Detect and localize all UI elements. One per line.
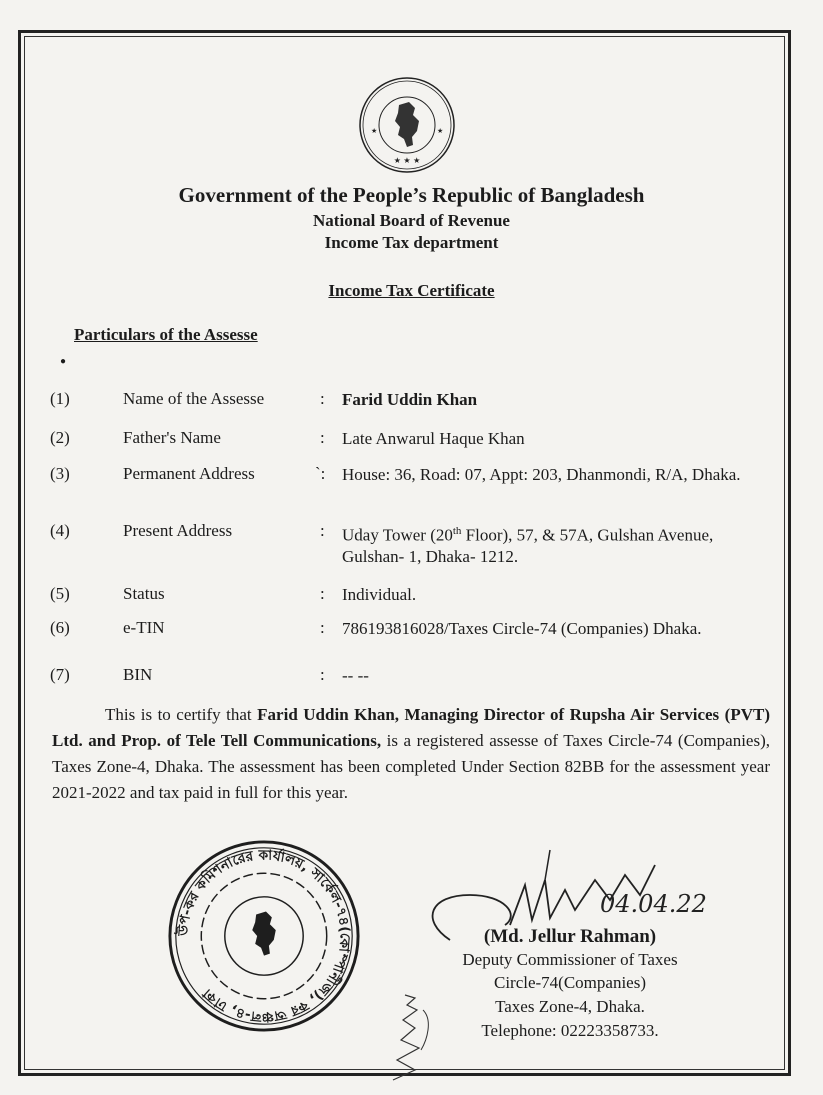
field-number: (5) bbox=[50, 584, 70, 603]
field-label: Present Address bbox=[123, 521, 233, 540]
field-number: (6) bbox=[50, 618, 70, 637]
field-colon: : bbox=[320, 618, 325, 637]
office-seal bbox=[166, 838, 362, 1034]
field-number: (7) bbox=[50, 665, 70, 684]
signatory-zone: Taxes Zone-4, Dhaka. bbox=[495, 997, 645, 1016]
field-number: (1) bbox=[50, 389, 70, 408]
field-label: Name of the Assesse bbox=[123, 389, 265, 408]
field-label: e-TIN bbox=[123, 618, 165, 637]
svg-text:★ ★ ★: ★ ★ ★ bbox=[393, 156, 421, 165]
field-colon: : bbox=[320, 665, 325, 684]
field-colon: : bbox=[320, 584, 325, 603]
status-value: Individual. bbox=[342, 585, 417, 604]
certification-paragraph: This is to certify that Farid Uddin Khan, Managing Director of Rupsha Air Services (PVT) Ltd. and Prop. of Tele Tell Communications, is a registered assesse of Taxes Circle-74 (Companies), Taxes Zone-4, Dhaka. The assessment has been completed Under Section 82BB for the assessment year 2021-2022 and tax paid in full for this year. bbox=[52, 705, 770, 802]
certificate-title: Income Tax Certificate bbox=[328, 281, 495, 300]
government-emblem bbox=[357, 75, 457, 175]
field-colon: : bbox=[320, 521, 325, 540]
present-address-value: Uday Tower (20th Floor), 57, & 57A, Gulshan Avenue, Gulshan- 1, Dhaka- 1212. bbox=[342, 525, 714, 566]
department-title: Income Tax department bbox=[324, 233, 499, 252]
bullet-dot: ● bbox=[60, 356, 67, 367]
etin-value: 786193816028/Taxes Circle-74 (Companies) Dhaka. bbox=[342, 619, 702, 638]
certified-entity: Farid Uddin Khan, Managing Director of Rupsha Air Services (PVT) Ltd. and Prop. of Tele Tell Communications, bbox=[52, 705, 770, 750]
field-label: Permanent Address bbox=[123, 464, 255, 483]
initials-mark bbox=[385, 990, 440, 1085]
field-number: (4) bbox=[50, 521, 70, 540]
signatory-designation: Deputy Commissioner of Taxes bbox=[462, 950, 678, 969]
particulars-heading: Particulars of the Assesse bbox=[74, 325, 258, 344]
svg-text:★: ★ bbox=[371, 127, 378, 135]
field-colon: `: bbox=[315, 464, 326, 483]
svg-text:★: ★ bbox=[437, 127, 444, 135]
board-title: National Board of Revenue bbox=[313, 211, 510, 230]
field-number: (3) bbox=[50, 464, 70, 483]
svg-text:উপ-কর কমিশনারের কার্যালয়, সার: উপ-কর কমিশনারের কার্যালয়, সার্কেল-৭৪(কোম্পানীজ), কর অঞ্চল-৪, ঢাকা bbox=[175, 847, 353, 1025]
field-colon: : bbox=[320, 428, 325, 447]
father-name-value: Late Anwarul Haque Khan bbox=[342, 429, 525, 448]
bin-value: -- -- bbox=[342, 666, 369, 685]
field-label: Status bbox=[123, 584, 165, 603]
field-number: (2) bbox=[50, 428, 70, 447]
field-label: BIN bbox=[123, 665, 153, 684]
assesse-name-value: Farid Uddin Khan bbox=[342, 390, 478, 409]
government-title: Government of the People’s Republic of Bangladesh bbox=[178, 183, 645, 207]
signatory-telephone: Telephone: 02223358733. bbox=[481, 1021, 659, 1040]
svg-text:04.04.22: 04.04.22 bbox=[600, 890, 707, 918]
signatory-circle: Circle-74(Companies) bbox=[493, 973, 646, 992]
signatory-name: (Md. Jellur Rahman) bbox=[483, 926, 657, 947]
field-label: Father's Name bbox=[123, 428, 221, 447]
permanent-address-value: House: 36, Road: 07, Appt: 203, Dhanmondi, R/A, Dhaka. bbox=[342, 465, 741, 484]
field-colon: : bbox=[320, 389, 325, 408]
